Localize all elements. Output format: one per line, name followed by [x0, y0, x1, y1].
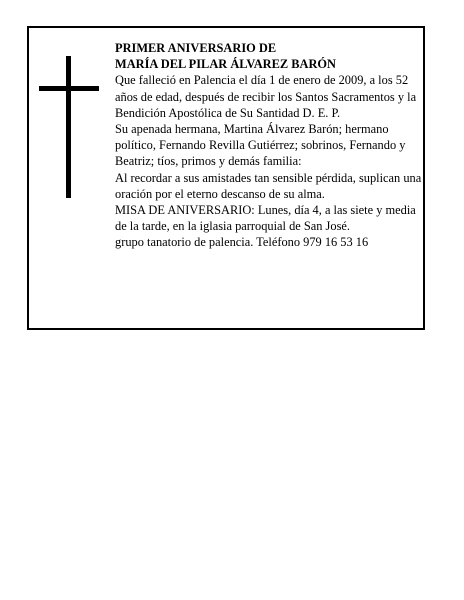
cross-horizontal-bar — [39, 86, 99, 91]
notice-paragraph-prayer: Al recordar a sus amistades tan sensible pérdida, suplican una oración por el eterno descanso de su alma. — [115, 170, 422, 201]
notice-title-line-1: PRIMER ANIVERSARIO DE — [115, 41, 277, 55]
notice-text — [115, 40, 423, 251]
latin-cross-icon — [39, 56, 99, 198]
notice-title-name: MARÍA DEL PILAR ÁLVAREZ BARÓN — [115, 57, 337, 72]
notice-paragraph-mass: MISA DE ANIVERSARIO: Lunes, día 4, a las siete y media de la tarde, en la iglasia parroquial de San José. — [115, 203, 416, 234]
obituary-notice — [27, 26, 425, 330]
notice-paragraph-death: Que falleció en Palencia el día 1 de enero de 2009, a los 52 años de edad, después de recibir los Santos Sacramentos y la Bendición Apostólica de Su Santidad D. E. P. — [115, 73, 417, 120]
notice-paragraph-contact: grupo tanatorio de palencia. Teléfono 979 16 53 16 — [115, 235, 369, 250]
notice-paragraph-family: Su apenada hermana, Martina Álvarez Barón; hermano político, Fernando Revilla Gutiérrez; sobrinos, Fernando y Beatriz; tíos, primos y demás familia: — [115, 122, 406, 169]
cross-vertical-bar — [66, 56, 71, 198]
